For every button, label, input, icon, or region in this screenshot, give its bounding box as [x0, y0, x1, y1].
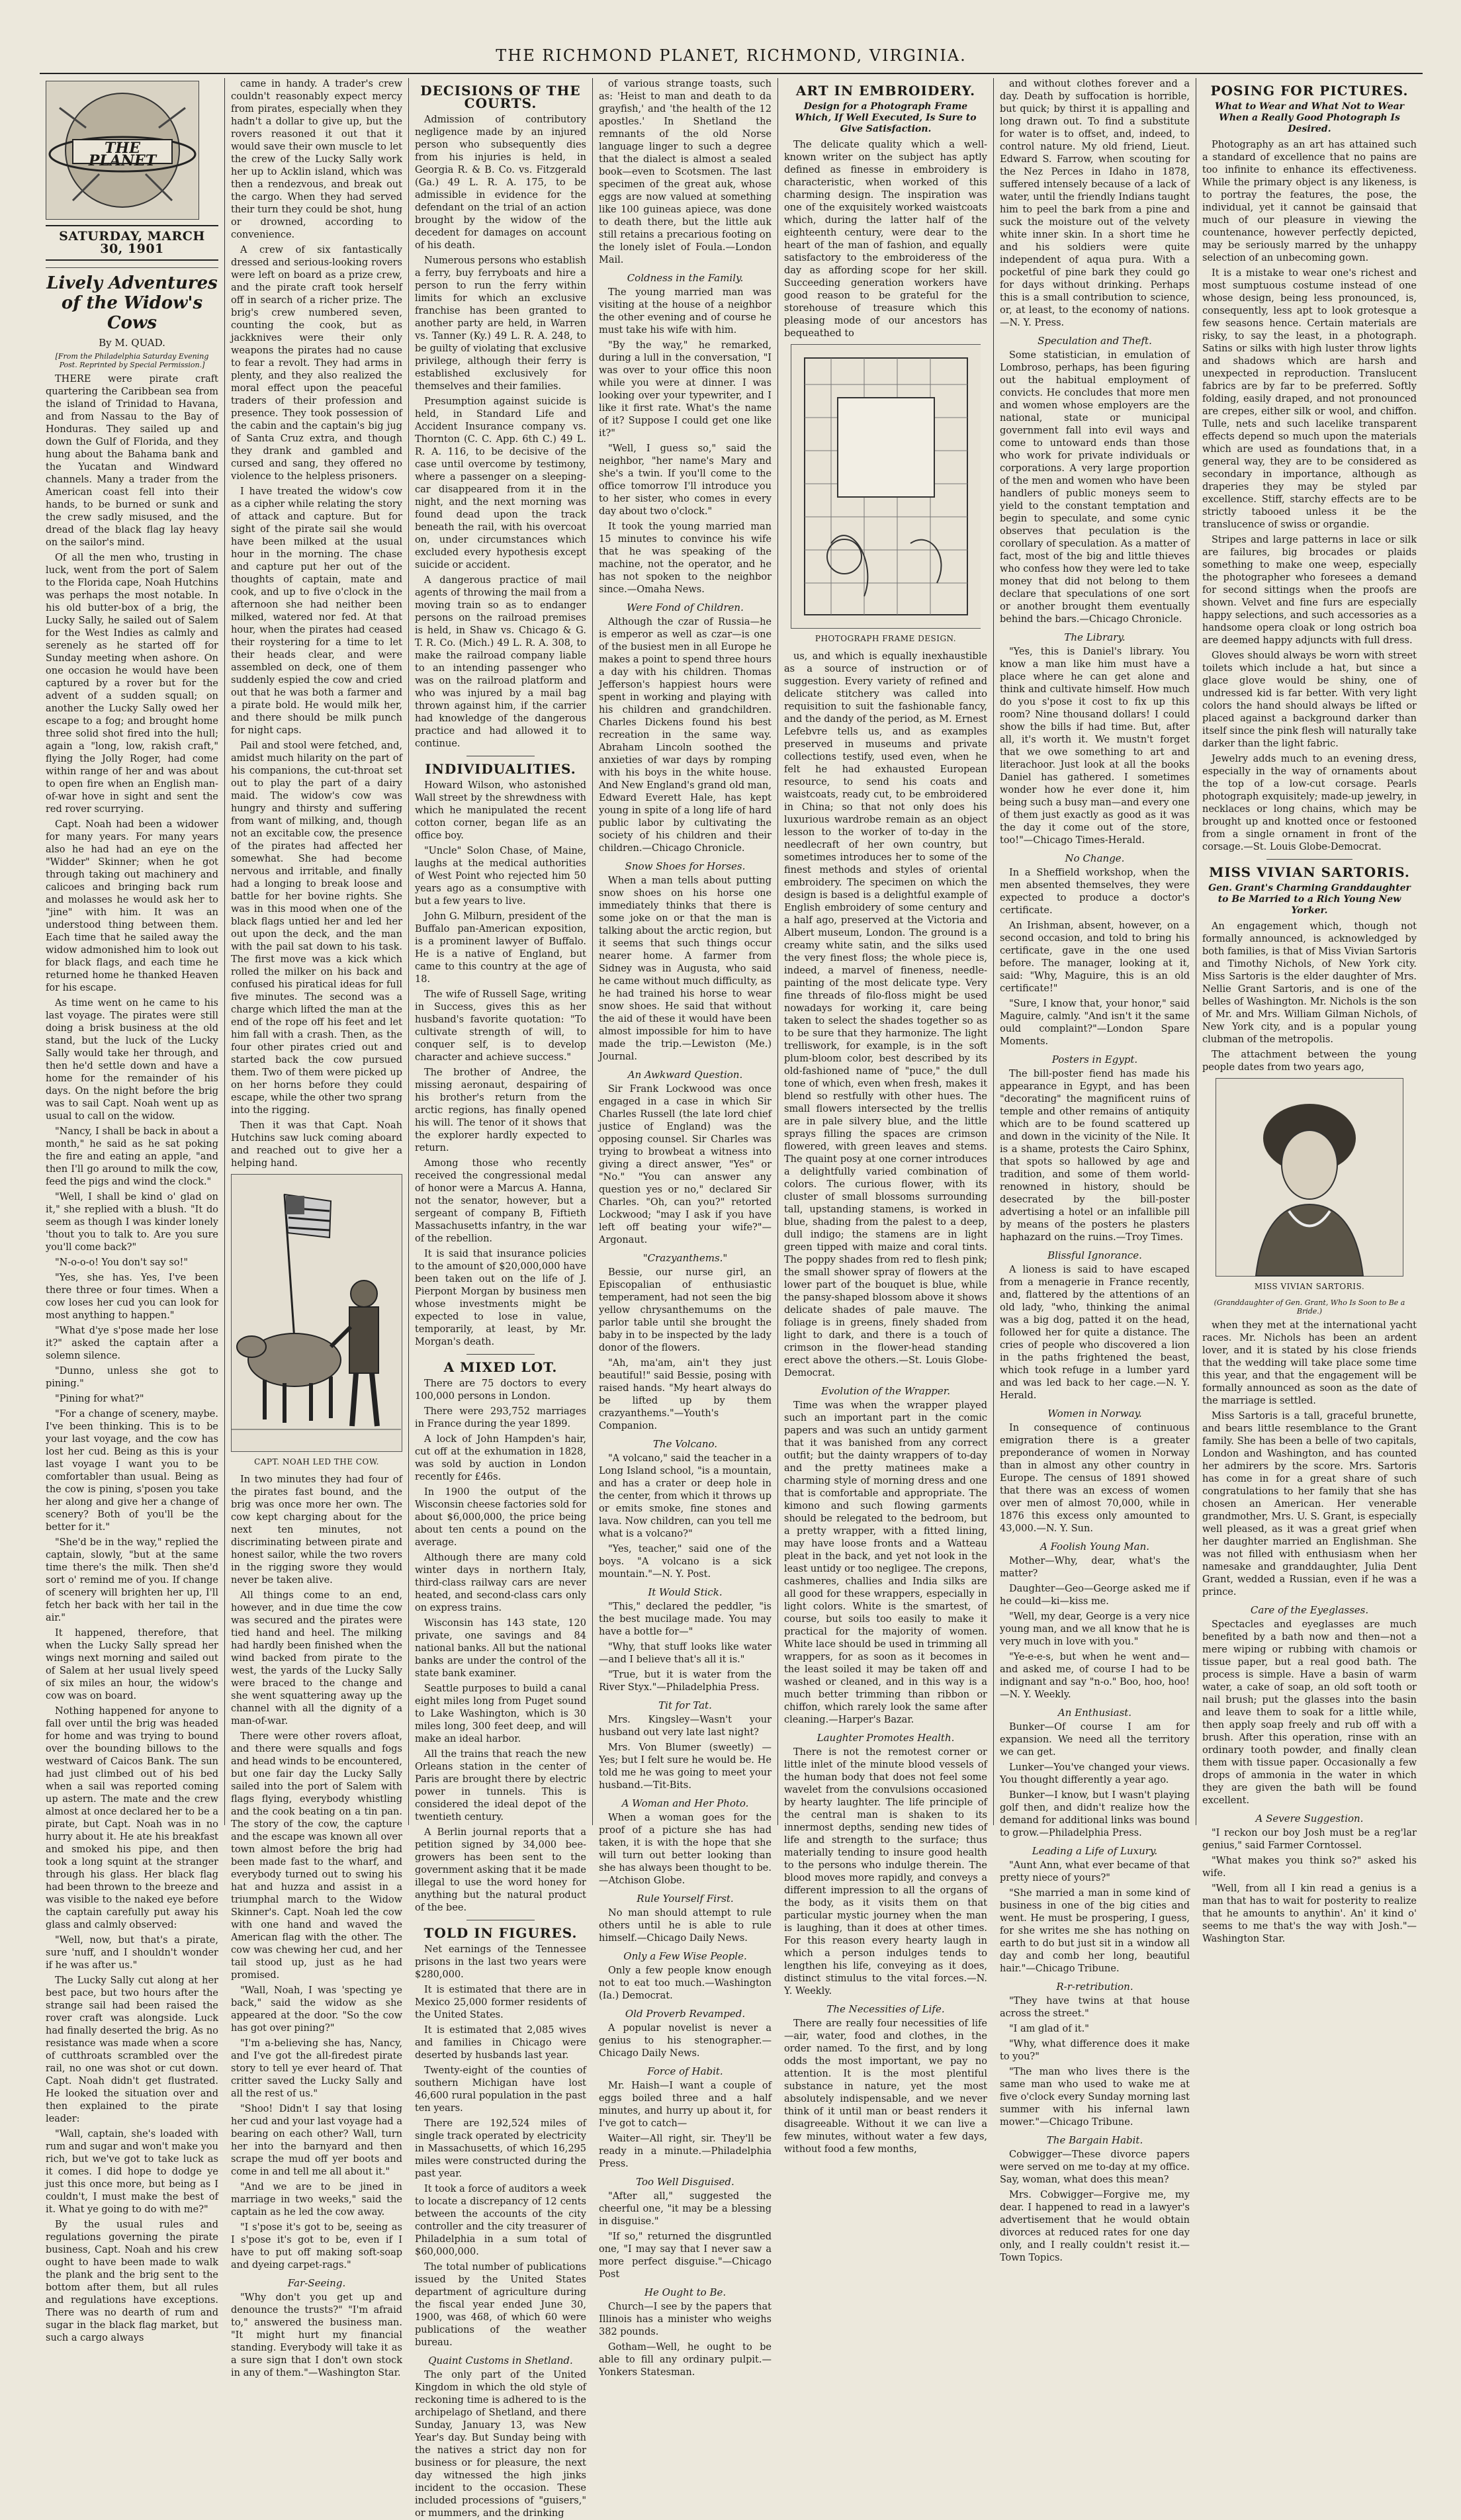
- paragraph: "Shoo! Didn't I say that losing her cud and your last voyage had a bearing on each other? Wall, turn her into the barnyard and then scrape the mud off yer boots and come in and tell me all about it.": [231, 2104, 402, 2177]
- column-5: [778, 78, 994, 2155]
- paragraph: When a woman goes for the proof of a picture she has had taken, it is with the hope that she will turn out better looking than she has always been thought to be.—Atchison Globe.: [599, 1813, 772, 1886]
- paragraph: "True, but it is water from the River Styx."—Philadelphia Press.: [599, 1670, 772, 1693]
- paragraph: of various strange toasts, such as: 'Heist to man and death to da grayfish,' and 'the health of the 12 apostles.' In Shetland the remnants of the old Norse language linger to such a degree that the dialect is almost a sealed book—even to Scotsmen. The last specimen of the great auk, whose eggs are now valued at something like 100 guineas apiece, was done to death there, but the little auk still retains a precarious footing on the lonely islet of Foula.—London Mail.: [599, 79, 772, 265]
- section-heading: R-r-retribution.: [1056, 1981, 1133, 1993]
- paragraph: In two minutes they had four of the pirates fast bound, and the brig was once more her own. The cow kept charging about for the next ten minutes, not discriminating between pirate and honest sailor, while the two rovers in the rigging swore they would never be taken alive.: [231, 1474, 402, 1586]
- section-body: [599, 616, 772, 855]
- logo-text: THE PLANET: [88, 140, 157, 169]
- section-body: [599, 2301, 772, 2379]
- section-heading: Speculation and Theft.: [1038, 335, 1152, 347]
- paragraph: Mr. Haish—I want a couple of eggs boiled three and a half minutes, and hurry up about it, for I've got to catch—: [599, 2081, 772, 2129]
- paragraph: "This," declared the peddler, "is the best mucilage made. You may have a bottle for—": [599, 1601, 772, 1637]
- paragraph: A dangerous practice of mail agents of throwing the mail from a moving train so as to endanger persons on the railroad premises is held, in Shaw vs. Chicago & G. T. R. Co. (Mich.) 49 L. R. A. 308, to make the railroad company liable to an intending passenger who was on the railroad platform and who was injured by a mail bag thrown against him, if the carrier had knowledge of the dangerous practice and had allowed it to continue.: [415, 575, 586, 749]
- portrait-caption: MISS VIVIAN SARTORIS.: [1254, 1282, 1365, 1291]
- paragraph: A popular novelist is never a genius to his stenographer.—Chicago Daily News.: [599, 2023, 772, 2059]
- far-seeing-text: "Why don't you get up and denounce the trusts?" "I'm afraid to," answered the business man. "It might hurt my financial standing. Everybody will take it as a sure sign that I don't own stock in any of them."—Washington Star.: [231, 2292, 402, 2378]
- paragraph: John G. Milburn, president of the Buffalo pan-American exposition, is a prominent lawyer of Buffalo. He is a native of England, but came to this country at the age of 18.: [415, 911, 586, 985]
- section-body: [599, 1812, 772, 1887]
- paragraph: The wife of Russell Sage, writing in Success, gives this as her husband's favorite quotation: "To cultivate strength of will, to conquer self, is to develop character and achieve success.": [415, 989, 586, 1063]
- posing-subheading: What to Wear and What Not to Wear When a Really Good Photograph Is Desired.: [1214, 101, 1405, 134]
- paragraph: Bunker—Of course I am for expansion. We need all the territory we can get.: [1000, 1722, 1190, 1758]
- section-heading: The Volcano.: [652, 1438, 718, 1450]
- section-body: [1000, 1422, 1190, 1535]
- paragraph: "I s'pose it's got to be, seeing as I s'pose it's got to be, even if I have to put off making soft-soap and dyeing carpet-rags.": [231, 2222, 402, 2271]
- paragraph: "Dunno, unless she got to pining.": [46, 1366, 218, 1389]
- embroidery-body: [784, 139, 987, 340]
- paragraph: "I am glad of it.": [1009, 2024, 1089, 2034]
- paragraph: It happened, therefore, that when the Lucky Sally spread her wings next morning and sailed out of Salem at her usual lively speed of six miles an hour, the widow's cow was on board.: [46, 1628, 218, 1701]
- paragraph: A lioness is said to have escaped from a menagerie in France recently, and, flattered by the attentions of an old lady, "who, thinking the animal was a big dog, patted it on the head, followed her for quite a distance. The cries of people who discovered a lion in the paths frightened the beast, which took refuge in a lumber yard and was led back to her cage.—N. Y. Herald.: [1000, 1265, 1190, 1401]
- shetland-heading: Quaint Customs in Shetland.: [428, 2355, 573, 2366]
- paragraph: There are 192,524 miles of single track operated by electricity in Massachusetts, of which 16,295 miles were constructed during the past year.: [415, 2118, 586, 2179]
- reprint-credit: [From the Philadelphia Saturday Evening Post. Reprinted by Special Permission.]: [55, 352, 209, 369]
- section-body: [599, 1714, 772, 1792]
- wrapper-heading: Evolution of the Wrapper.: [820, 1385, 951, 1397]
- column-3: [409, 78, 593, 2519]
- paragraph: By the usual rules and regulations governing the pirate business, Capt. Noah and his crew ought to have been made to walk the plank and the brig sent to the bottom after them, but all rules and regulations have exceptions. There was no dearth of rum and sugar in the black flag market, but such a cargo always: [46, 2220, 218, 2343]
- paragraph: Mrs. Cobwigger—Forgive me, my dear. I happened to read in a lawyer's advertisement that he would obtain divorces at reduced rates for one day only, and I really couldn't resist it.—Town Topics.: [1000, 2190, 1190, 2263]
- shetland-body: [415, 2369, 586, 2520]
- paragraph: Sir Frank Lockwood was once engaged in a case in which Sir Charles Russell (the late lord chief justice of England) was the opposing counsel. Sir Charles was trying to browbeat a witness into giving a direct answer, "Yes" or "No." "You can answer any question yes or no," declared Sir Charles. "Oh, can you?" retorted Lockwood; "may I ask if you have left off beating your wife?"—Argonaut.: [599, 1084, 772, 1245]
- paragraph: The young married man was visiting at the house of a neighbor the other evening and of course he must take his wife with him.: [599, 287, 772, 336]
- figures-heading: TOLD IN FIGURES.: [423, 1925, 578, 1941]
- paragraph: "If so," returned the disgruntled one, "I may say that I never saw a more perfect disguise."—Chicago Post: [599, 2231, 772, 2280]
- paragraph: Seattle purposes to build a canal eight miles long from Puget sound to Lake Washington, which is 30 miles long, 300 feet deep, and will make an ideal harbor.: [415, 1684, 586, 1744]
- paragraph: Mrs. Von Blumer (sweetly) — Yes; but I felt sure he would be. He told me he was going to meet your husband.—Tit-Bits.: [599, 1742, 772, 1791]
- paragraph: "Well, now, but that's a pirate, sure 'nuff, and I shouldn't wonder if he was after us.": [46, 1935, 218, 1971]
- section-body: [1000, 2149, 1190, 2265]
- paragraph: Capt. Noah had been a widower for many years. For many years also he had had an eye on the "Widder" Skinner; when he got through taking out machinery and calicoes and bringing back rum and molasses he would ask her to "jine" with him. It was an understood thing between them. Each time that he sailed away the widow admonished him to look out for black flags, and each time he returned home he thanked Heaven for his escape.: [46, 819, 218, 993]
- dateline: SATURDAY, MARCH 30, 1901: [46, 225, 218, 261]
- byline: By M. QUAD.: [99, 337, 165, 349]
- figures-body: [415, 1944, 586, 2349]
- paragraph: "Uncle" Solon Chase, of Maine, laughs at the medical authorities of West Point who rejected him 50 years ago as a consumptive with but a few years to live.: [415, 846, 586, 907]
- paragraph: Stripes and large patterns in lace or silk are failures, big brocades or plaids something to make one weep, especially the photographer who foresees a demand for second sittings when the proofs are shown. Velvet and fine furs are especially happy selections, and such accessories as a handsome opera cloak or long ostrich boa are deemed happy adjuncts with full dress.: [1202, 535, 1417, 646]
- paragraph: "I reckon our boy Josh must be a reg'lar genius," said Farmer Corntossel.: [1202, 1828, 1417, 1851]
- section-body: [1000, 867, 1190, 1048]
- paragraph: In consequence of continuous emigration there is a greater preponderance of women in Norway than in almost any other country in Europe. The census of 1891 showed that there was an excess of women over men of almost 70,000, while in 1876 this excess only amounted to 43,000.—N. Y. Sun.: [1000, 1423, 1190, 1534]
- portrait-icon: [1216, 1079, 1403, 1276]
- section-heading: Old Proverb Revamped.: [625, 2008, 746, 2020]
- paragraph: Daughter—Geo—George asked me if he could—ki—kiss me.: [1000, 1584, 1190, 1607]
- story-body: [46, 373, 218, 2345]
- paragraph: "Aunt Ann, what ever became of that pretty niece of yours?": [1000, 1860, 1190, 1883]
- paragraph: Time was when the wrapper played such an important part in the comic papers and was such an untidy garment that it was banished from any correct outfit; but the dainty wrappers of to-day and the pretty matinees make a charming style of morning dress and one that is comfortable and appropriate. The kimono and such flowing garments should be relegated to the bedroom, but a pretty wrapper, with a fitted lining, may have loose fronts and a Watteau pleat in the back, and yet not look in the least untidy or too negligee. The crepons, cashmeres, challies and India silks are all good for these wrappers, especially in light colors. White is the smartest, of course, but soils too easily to make it practical for the majority of women. White lace should be used in trimming all wrappers, for as soon as it becomes in the least soiled it may be taken off and washed or cleaned, and in this way is a much better trimming than ribbon or chiffon, which rarely look the same after cleaning.—Harper's Bazar.: [784, 1400, 987, 1725]
- paragraph: Pail and stool were fetched, and, amidst much hilarity on the part of his companions, the cut-throat set out to play the part of a dairy maid. The widow's cow was hungry and thirsty and suffering from want of milking, and, though not an excitable cow, the presence of the pirates had affected her somewhat. She had become nervous and irritable, and finally had a longing to break loose and battle for her bovine rights. She was in this mood when one of the black flags untied her and led her out upon the deck, and the man with the pail sat down to his task. The first move was a kick which rolled the milker on his back and confused his piratical ideas for full five minutes. The second was a charge which lifted the man at the end of the rope off his feet and let him fall with a crash. Then, as the four other pirates cried out and started back the cow pursued them. Two of them were picked up on her horns before they could escape, while the other two sprang into the rigging.: [231, 741, 402, 1116]
- paragraph: "Well, from all I kin read a genius is a man that has to wait for posterity to realize that he amounts to anythin'. An' it kind o' seems to me that's the way with Josh."—Washington Star.: [1202, 1883, 1417, 1944]
- paragraph: "Yes, this is Daniel's library. You know a man like him must have a place where he can get alone and think and cultivate himself. How much do you s'pose it cost to fix up this room? Nine thousand dollars! I could show the bills if had time. But, after all, it's worth it. We mustn't forget that we owe something to art and literachoor. Just look at all the books Daniel has gathered. I sometimes wonder how he ever done it, him being such a busy man—and every one of them just exactly as good as it was the day it come out of the store, too!"—Chicago Times-Herald.: [1000, 647, 1190, 846]
- paragraph: Bunker—I know, but I wasn't playing golf then, and didn't realize how the demand for additional links was bound to grow.—Philadelphia Press.: [1000, 1790, 1190, 1838]
- necessities-heading: The Necessities of Life.: [826, 2003, 945, 2015]
- paragraph: Waiter—All right, sir. They'll be ready in a minute.—Philadelphia Press.: [599, 2134, 772, 2169]
- column-6: [994, 78, 1196, 2263]
- paragraph: All things come to an end, however, and in due time the cow was secured and the pirates were tied hand and heel. The milking had hardly been finished when the wind backed from pirate to the west, the yards of the Lucky Sally were braced to the change and she went squattering away up the channel with all the dignity of a man-of-war.: [231, 1590, 402, 1727]
- laughter-body: [784, 1746, 987, 1998]
- section-heading: Women in Norway.: [1047, 1408, 1142, 1419]
- section-body: [1000, 1860, 1190, 1975]
- paragraph: "Ah, ma'am, ain't they just beautiful!" said Bessie, posing with raised hands. "My heart always do be lifted up by them crazyanthems."—Youth's Companion.: [599, 1358, 772, 1431]
- embroidery-body-continued: [784, 651, 987, 1380]
- paragraph: Then it was that Capt. Noah Hutchins saw luck coming aboard and reached out to give her a helping hand.: [231, 1120, 402, 1169]
- paragraph: Presumption against suicide is held, in Standard Life and Accident Insurance company vs. Thornton (C. C. App. 6th C.) 49 L. R. A. 116, to be decisive of the case until overcome by testimony, where a passenger on a sleeping-car disappeared from it in the night, and the next morning was found dead upon the track beneath the rail, with his overcoat on, under circumstances which excluded every hypothesis except suicide or accident.: [415, 396, 586, 570]
- paragraph: and without clothes forever and a day. Death by suffocation is horrible, but quick; by thirst it is appalling and long drawn out. To find a substitute for water is to offset, and, indeed, to control nature. My old friend, Lieut. Edward S. Farrow, when scouting for the Nez Perces in Idaho in 1878, suffered intensely because of a lack of water, until the friendly Indians taught him to peel the bark from a pine and suck the moisture out of the velvety white inner skin. In a short time he and his soldiers were quite independent of aqua pura. With a pocketful of pine bark they could go for days without drinking. Perhaps this is a small contribution to science, or, at least, to the economy of nations.—N. Y. Press.: [1000, 79, 1190, 328]
- paragraph: Lunker—You've changed your views. You thought differently a year ago.: [1000, 1762, 1190, 1785]
- section-heading: An Awkward Question.: [627, 1069, 743, 1081]
- paragraph: "Why, what difference does it make to you?": [1000, 2039, 1190, 2062]
- paragraph: "Well, I shall be kind o' glad on it," she replied with a blush. "It do seem as though I was kinder lonely 'thout you to talk to. Are you sure you'll come back?": [46, 1192, 218, 1253]
- story-title: Lively Adventures of the Widow's Cows: [46, 267, 218, 333]
- section-body: [599, 2080, 772, 2171]
- planet-logo: [46, 81, 199, 220]
- paragraph: The brother of Andree, the missing aeronaut, despairing of his brother's return from the arctic regions, has finally opened his will. The tenor of it shows that the explorer hardly expected to return.: [415, 1067, 586, 1153]
- section-heading: Coldness in the Family.: [627, 272, 744, 284]
- paragraph: "I'm a-believing she has, Nancy, and I've got the all-firedest pirate story to tell ye ever heard of. That critter saved the Lucky Sally and all the rest of us.": [231, 2038, 402, 2099]
- paragraph: "Pining for what?": [55, 1394, 144, 1404]
- paragraph: "Yes, teacher," said one of the boys. "A volcano is a sick mountain."—N. Y. Post.: [599, 1544, 772, 1580]
- paragraph: "Sure, I know that, your honor," said Maguire, calmly. "And isn't it the same ould complaint?"—London Spare Moments.: [1000, 999, 1190, 1047]
- paragraph: "Wall, Noah, I was 'specting ye back," said the widow as she appeared at the door. "So the cow has got over pining?": [231, 1985, 402, 2034]
- paragraph: "They have twins at that house across the street.": [1000, 1996, 1190, 2019]
- paragraph: Mrs. Kingsley—Wasn't your husband out very late last night?: [599, 1715, 772, 1738]
- section-body: [599, 1083, 772, 1247]
- section-body: [1000, 1721, 1190, 1840]
- paragraph: "Well, my dear, George is a very nice young man, and we all know that he is very much in love with you.": [1000, 1611, 1190, 1647]
- section-body: [599, 1267, 772, 1433]
- paragraph: Of all the men who, trusting in luck, went from the port of Salem to the Florida cape, Noah Hutchins was perhaps the most notable. In his old butter-box of a brig, the Lucky Sally, he sailed out of Salem for the West Indies as calmly and serenely as he started off for Sunday meeting when ashore. On one occasion he would have been captured by a rover but for the advent of a sudden squall; on another the Lucky Sally owed her escape to a fog; and brought home three solid shot fired into the hull; again a "long, low, rakish craft," flying the Jolly Roger, had come within range of her and was about to open fire when an English man-of-war hove in sight and sent the red rover scurrying.: [46, 553, 218, 815]
- paragraph: A Berlin journal reports that a petition signed by 34,000 bee-growers has been sent to the government asking that it be made illegal to use the word honey for anything but the natural product of the bee.: [415, 1827, 586, 1913]
- courts-heading: DECISIONS OF THE COURTS.: [420, 83, 581, 111]
- paragraph: "N-o-o-o! You don't say so!": [55, 1257, 188, 1268]
- story-conclusion: [231, 1474, 402, 2272]
- paragraph: "What makes you think so?" asked his wife.: [1202, 1856, 1417, 1879]
- paragraph: "What d'ye s'pose made her lose it?" asked the captain after a solemn silence.: [46, 1326, 218, 1361]
- captain-cow-illustration-icon: [232, 1175, 401, 1451]
- paragraph: Although the czar of Russia—he is emperor as well as czar—is one of the busiest men in all Europe he makes a point to spend three hours a day with his children. Thomas Jefferson's happiest hours were spent in working and playing with his children and grandchildren. Charles Dickens found his best recreation in the same way. Abraham Lincoln soothed the anxieties of war days by romping with his boys in the white house. And New England's grand old man, Edward Everett Hale, has kept young in spite of a long life of hard public labor by cultivating the society of his children and their children.—Chicago Chronicle.: [599, 617, 772, 854]
- paragraph: Jewelry adds much to an evening dress, especially in the way of ornaments about the top of a low-cut corsage. Pearls photograph exquisitely; made-up jewelry, in necklaces or long chains, which may be brought up and knotted once or festooned from a single ornament in front of the corsage.—St. Louis Globe-Democrat.: [1202, 754, 1417, 852]
- far-seeing-heading: Far-Seeing.: [287, 2277, 346, 2289]
- paragraph: When a man tells about putting snow shoes on his horse one immediately thinks that there is some joke on or that the man is talking about the arctic region, but it seems that such things occur nearer home. A farmer from Sidney was in Augusta, who said he came without much difficulty, as he had trained his horse to wear snow shoes. He said that without the aid of these it would have been almost impossible for him to have made the trip.—Lewiston (Me.) Journal.: [599, 876, 772, 1062]
- paragraph: Admission of contributory negligence made by an injured person who subsequently dies from his injuries is held, in Georgia R. & B. Co. vs. Fitzgerald (Ga.) 49 L. R. A. 175, to be admissible in evidence for the defendant on the trial of an action brought by the widow of the decedent for damages on account of his death.: [415, 114, 586, 251]
- section-body: [1000, 1995, 1190, 2129]
- paragraph: when they met at the international yacht races. Mr. Nichols has been an ardent lover, and it is stated by his close friends that the wedding will take place some time this year, and that the engagement will be formally announced as soon as the date of the marriage is settled.: [1202, 1320, 1417, 1406]
- embroidery-heading: ART IN EMBROIDERY.: [795, 83, 976, 99]
- paragraph: Only a few people know enough not to eat too much.—Washington (Ia.) Democrat.: [599, 1965, 772, 2001]
- frame-design-caption: PHOTOGRAPH FRAME DESIGN.: [815, 634, 957, 643]
- paragraph: "She married a man in some kind of business in one of the big cities and went. He must be prospering, I guess, for she writes me she has nothing on earth to do but just sit in a window all day and comb her long, beautiful hair."—Chicago Tribune.: [1000, 1888, 1190, 1974]
- paragraph: us, and which is equally inexhaustible as a source of instruction or of suggestion. Every variety of refined and delicate stitchery was called into requisition to suit the fashionable fancy, and the dandy of the period, as M. Ernest Lefebvre tells us, and as examples preserved in museums and private collections testify, used even, when he felt he had exhausted European resource, to send his coats and waistcoats, ready cut, to be embroidered in China; so that not only does his luxurious wardrobe remain as an object lesson to the worker of to-day in the needlecraft of her own country, but sometimes introduces her to some of the finest methods and styles of oriental embroidery. The specimen on which the design is based is a delightful example of English embroidery of some century and a half ago, preserved at the Victoria and Albert museum, London. The ground is a creamy white satin, and the silks used the very finest floss; the whole piece is, indeed, a marvel of fineness, needle-painting of the most delicate type. Very fine threads of filo-floss might be used nowadays for working it, care being taken to select the shades together so as to be sure that they harmonize. The light trelliswork, for example, is in the soft plum-bloom color, best described by its old-fashioned name of "puce," the dull tone of which, even when fresh, makes it blend so restfully with other hues. The small flowers intersected by the trellis are in pale silvery blue, and the little sprays filling the spaces are crimson flowered, with green leaves and stems. The quaint posy at one corner introduces a delightfully varied combination of colors. The curious flower, with its cluster of small blossoms surrounding tall, upstanding stamens, is worked in blue, shading from the palest to a deep, dull indigo; the stamens are in light green tipped with maize and coral tints. The poppy shades from red to flesh pink; the small shower spray of flowers at the lower part of the bouquet is blue, while the pansy-shaped blossom above it shows delicate shades of pale mauve. The foliage is in greens, finely shaded from light to dark, and there is a touch of crimson in the flower-head standing erect above the others.—St. Louis Globe-Democrat.: [784, 651, 987, 1378]
- paragraph: Some statistician, in emulation of Lombroso, perhaps, has been figuring out the habitual employment of convicts. He concludes that more men and women whose employers are the national, state or municipal government fall into evil ways and come to untoward ends than those who work for private individuals or corporations. A very large proportion of the men and women who have been handlers of public moneys seem to yield to the constant temptation and begin to speculate, and some cynic observes that peculation is the corollary of speculation. As a matter of fact, most of the big and little thieves who confess how they were led to take money that did not belong to them declare that speculations of one sort or another brought them eventually behind the bars.—Chicago Chronicle.: [1000, 350, 1190, 625]
- section-heading: The Bargain Habit.: [1046, 2134, 1143, 2146]
- paragraph: "A volcano," said the teacher in a Long Island school, "is a mountain, and has a crater or deep hole in the center, from which it throws up or emits smoke, fine stones and lava. Now children, can you tell me what is a volcano?": [599, 1453, 772, 1539]
- sartoris-body-continued: [1202, 1320, 1417, 1599]
- courts-body: [415, 114, 586, 750]
- paragraph: THERE were pirate craft quartering the Caribbean sea from the island of Trinidad to Havana, and from Nassau to the Bay of Honduras. They sailed up and down the Gulf of Florida, and they hung about the Bahama bank and the Yucatan and Windward channels. Many a trader from the American coast fell into their hands, to be burned or sunk and the crew sadly misused, and the dread of the black flag lay heavy on the sailor's mind.: [46, 374, 218, 548]
- paragraph: The Lucky Sally cut along at her best pace, but two hours after the strange sail had been raised the rover craft was alongside. Luck had finally deserted the brig. As no resistance was made when a score of cutthroats scrambled over the rail, no one was shot or cut down. Capt. Noah didn't get flustrated. He looked the situation over and then explained to the pirate leader:: [46, 1975, 218, 2124]
- paragraph: The delicate quality which a well-known writer on the subject has aptly defined as finesse in embroidery is characteristic, when worked of this charming design. The inspiration was one of the exquisitely worked waistcoats which, during the latter half of the eighteenth century, were dear to the heart of the man of fashion, and equally satisfactory to the embroideress of the day as affording scope for her skill. Succeeding generation workers have good reason to be grateful for the storehouse of treasure which this pleasing mode of our ancestors has bequeathed to: [784, 140, 987, 339]
- section-body: [599, 1601, 772, 1694]
- section-heading: The Library.: [1064, 631, 1126, 643]
- paragraph: Church—I see by the papers that Illinois has a minister who weighs 382 pounds.: [599, 2302, 772, 2337]
- section-body: [599, 875, 772, 1063]
- paragraph: It took the young married man 15 minutes to convince his wife that he was speaking of the machine, not the operator, and he has not spoken to the neighbor since.—Omaha News.: [599, 521, 772, 595]
- paragraph: It is estimated that 2,085 wives and families in Chicago were deserted by husbands last year.: [415, 2025, 586, 2061]
- suggestion-heading: A Severe Suggestion.: [1255, 1813, 1364, 1824]
- paragraph: Nothing happened for anyone to fall over until the brig was headed for home and was trying to bound over the bounding billows to the westward of Caicos Bank. The sun had just climbed out of his bed when a sail was reported coming up astern. The mate and the crew almost at once declared her to be a pirate, but Capt. Noah was in no hurry about it. He ate his breakfast and smoked his pipe, and then took a long squint at the stranger through his glass. Her black flag had been thrown to the breeze and was visible to the naked eye before the captain carefully put away his glass and calmly observed:: [46, 1706, 218, 1930]
- paragraph: Gloves should always be worn with street toilets which include a hat, but since a glace glove would be shiny, one of undressed kid is far better. With very light colors the hand should always be lifted or placed against a background darker than itself since the pink flesh will naturally take darker than the light fabric.: [1202, 651, 1417, 749]
- section-body: [599, 1453, 772, 1581]
- paragraph: "The man who lives there is the same man who used to wake me at five o'clock every Sunday morning last summer with his infernal lawn mower."—Chicago Tribune.: [1000, 2067, 1190, 2128]
- paragraph: "She'd be in the way," replied the captain, slowly, "but at the same time there's the milk. Then she'd sort o' remind me of you. If change of scenery will brighten her up, I'll fetch her back with her tail in the air.": [46, 1537, 218, 1623]
- section-body: [599, 1907, 772, 1945]
- suggestion-body: [1202, 1827, 1417, 1946]
- paragraph: "For a change of scenery, maybe. I've been thinking. This is to be your last voyage, and the cow has lost her cud. Being as this is your last voyage I want you to be comfortabler than usual. Being as the cow is pining, s'posen you take her along and give her a change of scenery? Both of you'll be the better for it.": [46, 1409, 218, 1533]
- paragraph: It is a mistake to wear one's richest and most sumptuous costume instead of one whose design, being less pronounced, is, consequently, less apt to look grotesque a few seasons hence. Certain materials are risky, to say the least, in a photograph. Satins or silks with high luster throw lights and shadows which are harsh and unexpected in reproduction. Translucent fabrics are by far to be preferred. Softly folding, easily draped, and not pronounced are crepes, either silk or wool, and chiffon. Tulle, nets and such lacelike transparent effects depend so much upon the materials which are used as foundations that, in a general way, they are to be considered as secondary in importance, although as draperies they may be styled par excellence. Stiff, starchy effects are to be strictly tabooed unless it be the translucence of swiss or organdie.: [1202, 268, 1417, 530]
- paragraph: Spectacles and eyeglasses are much benefited by a bath now and then—not a mere wiping or rubbing with chamois or tissue paper, but a real good bath. The process is simple. Have a basin of warm water, a cake of soap, an old soft tooth or nail brush; put the glasses into the basin and leave them to soak for a little while, then apply soap freely and rub off with a brush. After this operation, rinse with an ordinary tooth powder, and finally clean them with tissue paper. Occasionally a few drops of ammonia in the water in which they are given the bath will be found excellent.: [1202, 1619, 1417, 1806]
- posing-heading: POSING FOR PICTURES.: [1210, 83, 1409, 99]
- paragraph: Gotham—Well, he ought to be able to fill any ordinary pulpit.—Yonkers Statesman.: [599, 2342, 772, 2378]
- necessities-body: [784, 2018, 987, 2156]
- column-7: [1196, 78, 1423, 1944]
- paragraph: Net earnings of the Tennessee prisons in the last two years were $280,000.: [415, 1944, 586, 1980]
- section-heading: It Would Stick.: [648, 1586, 723, 1598]
- photograph-frame-design: [791, 344, 981, 629]
- portrait-subcaption: (Granddaughter of Gen. Grant, Who Is Soon to Be a Bride.): [1214, 1298, 1405, 1316]
- paragraph: Howard Wilson, who astonished Wall street by the shrewdness with which he manipulated the recent cotton corner, began life as an office boy.: [415, 780, 586, 841]
- paragraph: A lock of John Hampden's hair, cut off at the exhumation in 1828, was sold by auction in London recently for £46s.: [415, 1434, 586, 1482]
- section-heading: Rule Yourself First.: [637, 1893, 734, 1905]
- column-2: [225, 78, 409, 2378]
- section-body: [1000, 1555, 1190, 1701]
- section-heading: Tit for Tat.: [658, 1699, 712, 1711]
- individualities-heading: INDIVIDUALITIES.: [425, 761, 576, 777]
- paragraph: There were other rovers afloat, and there were squalls and fogs and head winds to be encountered, but one fair day the Lucky Sally sailed into the port of Salem with flags flying, everybody whistling and the cook beating on a tin pan. The story of the cow, the capture and the escape was known all over town almost before the brig had been made fast to the wharf, and everybody turned out to swing his hat and huzza and assist in a triumphal march to the Widow Skinner's. Capt. Noah led the cow with one hand and waved the American flag with the other. The cow was chewing her cud, and her tail stood up, just as he had promised.: [231, 1731, 402, 1981]
- section-body: [599, 2022, 772, 2060]
- paragraph: Cobwigger—These divorce papers were served on me to-day at my office. Say, woman, what does this mean?: [1000, 2149, 1190, 2185]
- story-body-continued: [231, 78, 402, 1170]
- section-heading: Blissful Ignorance.: [1047, 1249, 1142, 1261]
- paragraph: "Ye-e-e-s, but when he went and—and asked me, of course I had to be indignant and say "n-o." Boo, hoo, hoo!—N. Y. Weekly.: [1000, 1652, 1190, 1700]
- sartoris-body: [1202, 921, 1417, 1074]
- section-heading: Leading a Life of Luxury.: [1032, 1845, 1158, 1857]
- paragraph: "Wall, captain, she's loaded with rum and sugar and won't make you rich, but we've got to take luck as it comes. I did hope to dodge ye just this once more, but being as I couldn't, I must make the best of it. What ye going to do with me?": [46, 2129, 218, 2215]
- section-heading: No Change.: [1065, 852, 1125, 864]
- paragraph: No man should attempt to rule others until he is able to rule himself.—Chicago Daily News.: [599, 1908, 772, 1944]
- section-body: [599, 2190, 772, 2281]
- section-body: [1000, 349, 1190, 626]
- paragraph: Although there are many cold winter days in northern Italy, third-class railway cars are never heated, and second-class cars only on express trains.: [415, 1552, 586, 1613]
- section-heading: He Ought to Be.: [644, 2286, 727, 2298]
- section-heading: An Enthusiast.: [1057, 1707, 1132, 1719]
- section-body: [599, 1965, 772, 2002]
- posing-body: [1202, 139, 1417, 854]
- sartoris-portrait: [1216, 1078, 1403, 1277]
- section-heading: A Foolish Young Man.: [1040, 1541, 1150, 1552]
- section-heading: Only a Few Wise People.: [623, 1950, 747, 1962]
- paragraph: In 1900 the output of the Wisconsin cheese factories sold for about $6,000,000, the price being about ten cents a pound on the average.: [415, 1487, 586, 1548]
- paragraph: All the trains that reach the new Orleans station in the center of Paris are brought there by electric power in tunnels. This is considered the ideal depot of the twentieth century.: [415, 1749, 586, 1822]
- section-heading: Too Well Disguised.: [636, 2176, 734, 2188]
- paragraph: There is not the remotest corner or little inlet of the minute blood vessels of the human body that does not feel some wavelet from the convulsions occasioned by hearty laughter. The life principle of the central man is shaken to its innermost depths, sending new tides of life and strength to the surface; thus materially tending to insure good health to the persons who indulge therein. The blood moves more rapidly, and conveys a different impression to all the organs of the body, as it visits them on that particular mystic journey when the man is laughing, than it does at other times. For this reason every hearty laugh in which a person indulges tends to lengthen his life, conveying as it does, distinct stimulus to the vital forces.—N. Y. Weekly.: [784, 1747, 987, 1997]
- section-body: [1000, 1068, 1190, 1244]
- section-heading: A Woman and Her Photo.: [621, 1797, 749, 1809]
- paragraph: It is estimated that there are in Mexico 25,000 former residents of the United States.: [415, 1985, 586, 2020]
- sartoris-subheading: Gen. Grant's Charming Granddaughter to Be Married to a Rich Young New Yorker.: [1208, 883, 1411, 916]
- miscellany-body-2: [1000, 78, 1190, 2265]
- section-heading: Posters in Egypt.: [1051, 1054, 1138, 1065]
- paragraph: There are 75 doctors to every 100,000 persons in London.: [415, 1378, 586, 1402]
- mixed-lot-heading: A MIXED LOT.: [443, 1359, 558, 1375]
- mixed-lot-body: [415, 1378, 586, 1914]
- paragraph: It took a force of auditors a week to locate a discrepancy of 12 cents between the accounts of the city controller and the city treasurer of Philadelphia in a sum total of $60,000,000.: [415, 2184, 586, 2257]
- embroidery-subheading: Design for a Photograph Frame Which, If Well Executed, Is Sure to Give Satisfaction.: [795, 101, 977, 134]
- paragraph: An Irishman, absent, however, on a second occasion, and told to bring his certificate, gave in the one used before. The manager, looking at it, said: "Why, Maguire, this is an old certificate!": [1000, 921, 1190, 994]
- laughter-heading: Laughter Promotes Health.: [817, 1732, 955, 1744]
- individualities-body: [415, 780, 586, 1349]
- paragraph: An engagement which, though not formally announced, is acknowledged by both families, is that of Miss Vivian Sartoris and Timothy Nichols, of New York city. Miss Sartoris is the elder daughter of Mrs. Nellie Grant Sartoris, and is one of the belles of Washington. Mr. Nichols is the son of Mr. and Mrs. William Gilman Nichols, of New York city, and is a popular young clubman of the metropolis.: [1202, 921, 1417, 1045]
- column-1: [40, 78, 225, 2343]
- paragraph: The attachment between the young people dates from two years ago,: [1202, 1050, 1417, 1073]
- miscellany-body: [599, 78, 772, 2379]
- paragraph: "After all," suggested the cheerful one, "it may be a blessing in disguise.": [599, 2191, 772, 2227]
- paragraph: Among those who recently received the congressional medal of honor were a Marcus A. Hanna, not the senator, however, but a sergeant of company B, Fiftieth Massachusetts infantry, in the war of the rebellion.: [415, 1158, 586, 1244]
- sartoris-heading: MISS VIVIAN SARTORIS.: [1209, 864, 1410, 880]
- illustration-captain-and-cow: [231, 1174, 402, 1452]
- paragraph: As time went on he came to his last voyage. The pirates were still doing a brisk business at the old stand, but the luck of the Lucky Sally would take her through, and then he'd settle down and have a home for the remainder of his days. On the night before the brig was to sail Capt. Noah went up as usual to call on the widow.: [46, 998, 218, 1122]
- paragraph: "Yes, she has. Yes, I've been there three or four times. When a cow loses her cud you can look for most anything to happen.": [46, 1273, 218, 1321]
- illustration-caption: CAPT. NOAH LED THE COW.: [254, 1457, 379, 1466]
- paragraph: Wisconsin has 143 state, 120 private, one savings and 84 national banks. All but the national banks are under the control of the state bank examiner.: [415, 1618, 586, 1679]
- paragraph: There were 293,752 marriages in France during the year 1899.: [415, 1406, 586, 1429]
- paragraph: The total number of publications issued by the United States department of agriculture during the fiscal year ended June 30, 1900, was 468, of which 60 were publications of the weather bureau.: [415, 2262, 586, 2348]
- masthead: THE RICHMOND PLANET, RICHMOND, VIRGINIA.: [40, 46, 1423, 74]
- paragraph: There are really four necessities of life—air, water, food and clothes, in the order named. To the first, and by long odds the most important, we pay no attention. It is the most plentiful substance in nature, yet the most absolutely indispensable, and we never think of it until man or beast renders it disagreeable. Without it we can live a few minutes, without water a few days, without food a few months,: [784, 2018, 987, 2155]
- section-heading: Snow Shoes for Horses.: [625, 860, 746, 872]
- paragraph: "Well, I guess so," said the neighbor, "her name's Mary and she's a twin. If you'll come to the office tomorrow I'll introduce you to her sister, who comes in every day about two o'clock.": [599, 443, 772, 517]
- frame-design-icon: [791, 345, 981, 628]
- section-heading: Force of Habit.: [647, 2065, 723, 2077]
- paragraph: Numerous persons who establish a ferry, buy ferryboats and hire a person to run the ferry within limits for which an exclusive franchise has been granted to another party are held, in Warren vs. Tanner (Ky.) 49 L. R. A. 248, to be guilty of violating that exclusive privilege, although their ferry is established exclusively for themselves and their families.: [415, 255, 586, 392]
- paragraph: Photography as an art has attained such a standard of excellence that no pains are too infinite to enhance its effectiveness. While the primary object is any likeness, is to portray the features, the pose, the individual, yet it cannot be gainsaid that much of our pleasure in viewing the countenance, however perfectly depicted, may be seriously marred by the unhappy selection of an unbecoming gown.: [1202, 140, 1417, 263]
- paragraph: "By the way," he remarked, during a lull in the conversation, "I was over to your office this noon while you were at dinner. I was looking over your typewriter, and I like it first rate. What's the name of it? Suppose I could get one like it?": [599, 340, 772, 439]
- eyeglasses-body: [1202, 1619, 1417, 1807]
- wrapper-body: [784, 1400, 987, 1727]
- paragraph: "Nancy, I shall be back in about a month," he said as he sat poking the fire and eating an apple, "and then I'll go around to milk the cow, feed the pigs and wind the clock.": [46, 1126, 218, 1187]
- paragraph: The only part of the United Kingdom in which the old style of reckoning time is adhered to is the archipelago of Shetland, and there Sunday, January 13, was New Year's day. But Sunday being with the natives a strict day non for business or for pleasure, the next day witnessed the high jinks incident to the occasion. These included processions of "guisers," or mummers, and the drinking: [415, 2370, 586, 2519]
- column-4: [593, 78, 778, 2378]
- section-heading: Were Fond of Children.: [627, 602, 744, 613]
- paragraph: came in handy. A trader's crew couldn't reasonably expect mercy from pirates, especially when they hadn't a dollar to give up, but the rovers reasoned it out that it would save their own muscle to let the crew of the Lucky Sally work her up to Acklin island, which was then a rendezvous, and break out the cargo. When they had served their turn they could be shot, hung or drowned, according to convenience.: [231, 79, 402, 240]
- paragraph: Bessie, our nurse girl, an Episcopalian of enthusiastic temperament, had not seen the big yellow chrysanthemums on the parlor table until she brought the baby in to be inspected by the lady donor of the flowers.: [599, 1267, 772, 1353]
- section-body: [1000, 646, 1190, 847]
- paragraph: A crew of six fantastically dressed and serious-looking rovers were left on board as a prize crew, and the pirate craft took herself off in search of a richer prize. The brig's crew numbered seven, counting the cook, but as jackknives were their only weapons the pirates had no cause to fear a revolt. They had arms in plenty, and they also realized the moral effect upon the peaceful traders of their profession and presence. They took possession of the cabin and the captain's big jug of Santa Cruz extra, and though they drank and gambled and cursed and sang, they offered no violence to the helpless prisoners.: [231, 245, 402, 482]
- paragraph: It is said that insurance policies to the amount of $20,000,000 have been taken out on the life of J. Pierpont Morgan by business men whose investments might be expected to lose in value, temporarily, at least, by Mr. Morgan's death.: [415, 1249, 586, 1347]
- paragraph: "Why, that stuff looks like water—and I believe that's all it is.": [599, 1642, 772, 1665]
- paragraph: Twenty-eight of the counties of southern Michigan have lost 46,600 rural population in the past ten years.: [415, 2065, 586, 2114]
- paragraph: Miss Sartoris is a tall, graceful brunette, and bears little resemblance to the Grant family. She has been a belle of two capitals, London and Washington, and has counted her admirers by the score. Mrs. Sartoris has come in for a great share of such congratulations to her family that she has chosen an American. Her venerable grandmother, Mrs. U. S. Grant, is especially well pleased, as it was a great grief when her daughter married an Englishman. She was not filled with enthusiasm when her namesake and granddaughter, Julia Dent Grant, wedded a Russian, even if he was a prince.: [1202, 1411, 1417, 1598]
- paragraph: The bill-poster fiend has made his appearance in Egypt, and has been "decorating" the magnificent ruins of temple and other remains of antiquity which are to be found scattered up and down in the vicinity of the Nile. It is a shame, protests the Cairo Sphinx, that spots so hallowed by age and tradition, and some of them world-renowned in history, should be desecrated by the bill-poster advertising a hotel or an infallible pill by means of the posters he plasters haphazard on the ruins.—Troy Times.: [1000, 1069, 1190, 1243]
- section-body: [1000, 1264, 1190, 1402]
- section-heading: "Crazyanthems.": [642, 1252, 728, 1264]
- paragraph: In a Sheffield workshop, when the men absented themselves, they were expected to produce a doctor's certificate.: [1000, 868, 1190, 916]
- paragraph: "And we are to be jined in marriage in two weeks," said the captain as he led the cow away.: [231, 2182, 402, 2218]
- eyeglasses-heading: Care of the Eyeglasses.: [1250, 1604, 1369, 1616]
- paragraph: I have treated the widow's cow as a cipher while relating the story of attack and capture. But for sight of the pirate sail she would have been milked at the usual hour in the morning. The chase and capture put her out of the thoughts of captain, mate and cook, and up to five o'clock in the afternoon she had neither been milked, watered nor fed. At that hour, when the pirates had ceased their roystering for a time to let their heads clear, and were assembled on deck, one of them suddenly espied the cow and cried out that he was both a farmer and a pirate bold. He would milk her, and there should be milk punch for night caps.: [231, 486, 402, 736]
- section-body: [599, 287, 772, 596]
- paragraph: Mother—Why, dear, what's the matter?: [1000, 1556, 1190, 1579]
